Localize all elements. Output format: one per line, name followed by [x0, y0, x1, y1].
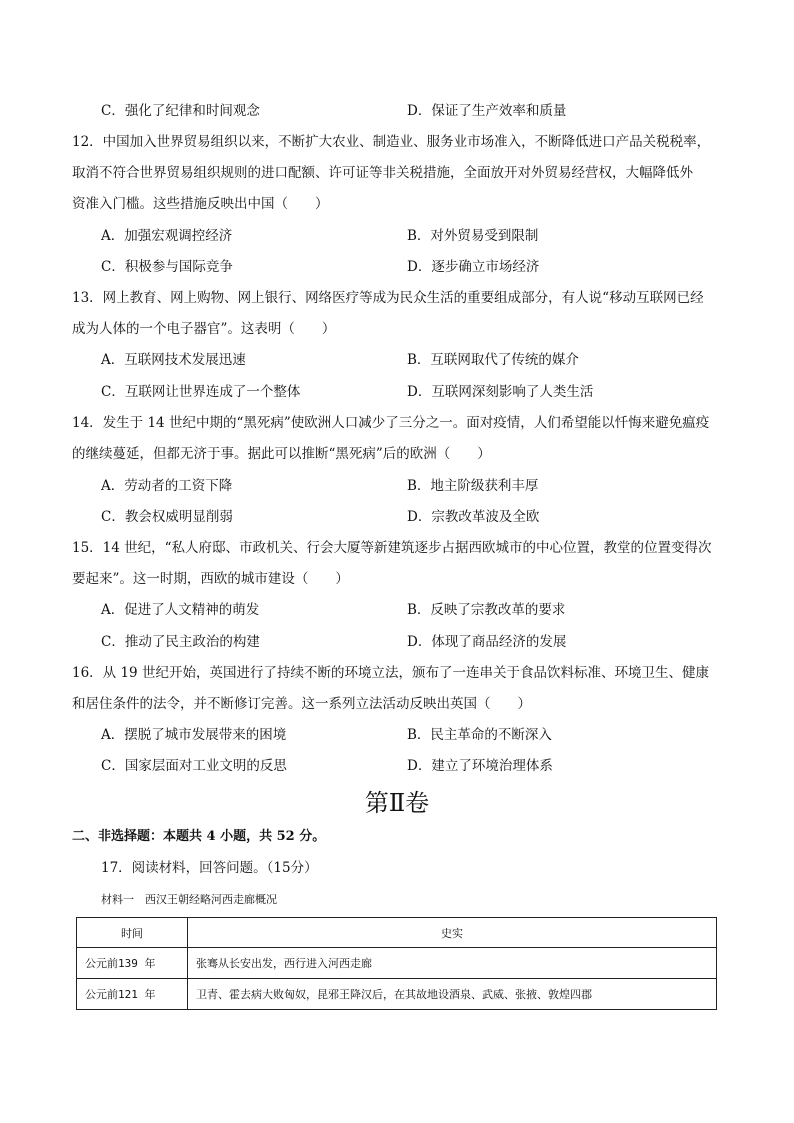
- material-caption: 材料一 西汉王朝经略河西走廊概况: [101, 893, 277, 906]
- q12-stem-line1: 12．中国加入世界贸易组织以来，不断扩大农业、制造业、服务业市场准入，不断降低进口产品关税税率，: [72, 134, 711, 150]
- section-instruction: 二、非选择题：本题共 4 小题，共 52 分。: [72, 829, 326, 844]
- q15-stem-line2: 要起来”。这一时期，西欧的城市建设（ ）: [72, 571, 349, 587]
- table-cell: 卫青、霍去病大败匈奴，昆邪王降汉后，在其故地设酒泉、武威、张掖、敦煌四郡: [188, 979, 717, 1010]
- q17-prompt: 17．阅读材料，回答问题。（15分）: [101, 860, 318, 876]
- q13-stem-line2: 成为人体的一个电子器官”。这表明（ ）: [72, 321, 336, 337]
- table-row: [77, 948, 717, 979]
- q14-option-d: D．宗教改革波及全欧: [407, 509, 540, 525]
- q15-stem-line1: 15．14 世纪，“私人府邸、市政机关、行会大厦等新建筑逐步占据西欧城市的中心位置，教堂的位置变得次: [72, 540, 712, 556]
- table-header-cell: 时间: [77, 918, 188, 948]
- q14-stem-line2: 的继续蔓延，但都无济于事。据此可以推断“黑死病”后的欧洲（ ）: [72, 446, 491, 462]
- q12-stem-line3: 资准入门槛。这些措施反映出中国（ ）: [72, 196, 329, 212]
- q16-option-b: B．民主革命的不断深入: [407, 727, 552, 743]
- q15-option-b: B．反映了宗教改革的要求: [407, 602, 566, 618]
- table-header-row: [77, 918, 717, 948]
- q12-option-d: D．逐步确立市场经济: [407, 259, 540, 275]
- q14-option-a: A．劳动者的工资下降: [101, 478, 233, 494]
- table-header-cell: 史实: [188, 918, 717, 948]
- q16-stem-line2: 和居住条件的法令，并不断修订完善。这一系列立法活动反映出英国（ ）: [72, 696, 531, 712]
- q13-option-b: B．互联网取代了传统的媒介: [407, 352, 579, 368]
- q12-stem-line2: 取消不符合世界贸易组织规则的进口配额、许可证等非关税措施，全面放开对外贸易经营权，大幅降低外: [72, 165, 693, 181]
- q15-option-a: A．促进了人文精神的萌发: [101, 602, 260, 618]
- table-row: [77, 979, 717, 1010]
- q15-option-d: D．体现了商品经济的发展: [407, 634, 567, 650]
- q15-option-c: C．推动了民主政治的构建: [101, 634, 260, 650]
- q14-stem-line1: 14．发生于 14 世纪中期的“黑死病”使欧洲人口减少了三分之一。面对疫情，人们希望能以忏悔来避免瘟疫: [72, 415, 710, 431]
- q14-option-b: B．地主阶级获利丰厚: [407, 478, 539, 494]
- q12-option-c: C．积极参与国际竞争: [101, 259, 233, 275]
- q13-option-c: C．互联网让世界连成了一个整体: [101, 384, 301, 400]
- q14-option-c: C．教会权威明显削弱: [101, 509, 233, 525]
- table-cell: 公元前121 年: [77, 979, 188, 1010]
- table-cell: 公元前139 年: [77, 948, 188, 979]
- q13-option-a: A．互联网技术发展迅速: [101, 352, 246, 368]
- q11-option-d: D．保证了生产效率和质量: [407, 103, 567, 119]
- q13-option-d: D．互联网深刻影响了人类生活: [407, 384, 594, 400]
- q13-stem-line1: 13．网上教育、网上购物、网上银行、网络医疗等成为民众生活的重要组成部分，有人说“移动互联网已经: [72, 290, 704, 306]
- q16-stem-line1: 16．从 19 世纪开始，英国进行了持续不断的环境立法，颁布了一连串关于食品饮料标准、环境卫生、健康: [72, 665, 709, 681]
- q12-option-a: A．加强宏观调控经济: [101, 228, 233, 244]
- q12-option-b: B．对外贸易受到限制: [407, 228, 539, 244]
- q16-option-a: A．摆脱了城市发展带来的困境: [101, 727, 287, 743]
- table-cell: 张骞从长安出发，西行进入河西走廊: [188, 948, 717, 979]
- section-title: 第Ⅱ卷: [364, 789, 430, 817]
- q11-option-c: C．强化了纪律和时间观念: [101, 103, 260, 119]
- q16-option-d: D．建立了环境治理体系: [407, 758, 553, 774]
- material-table: [76, 917, 717, 1010]
- q16-option-c: C．国家层面对工业文明的反思: [101, 758, 287, 774]
